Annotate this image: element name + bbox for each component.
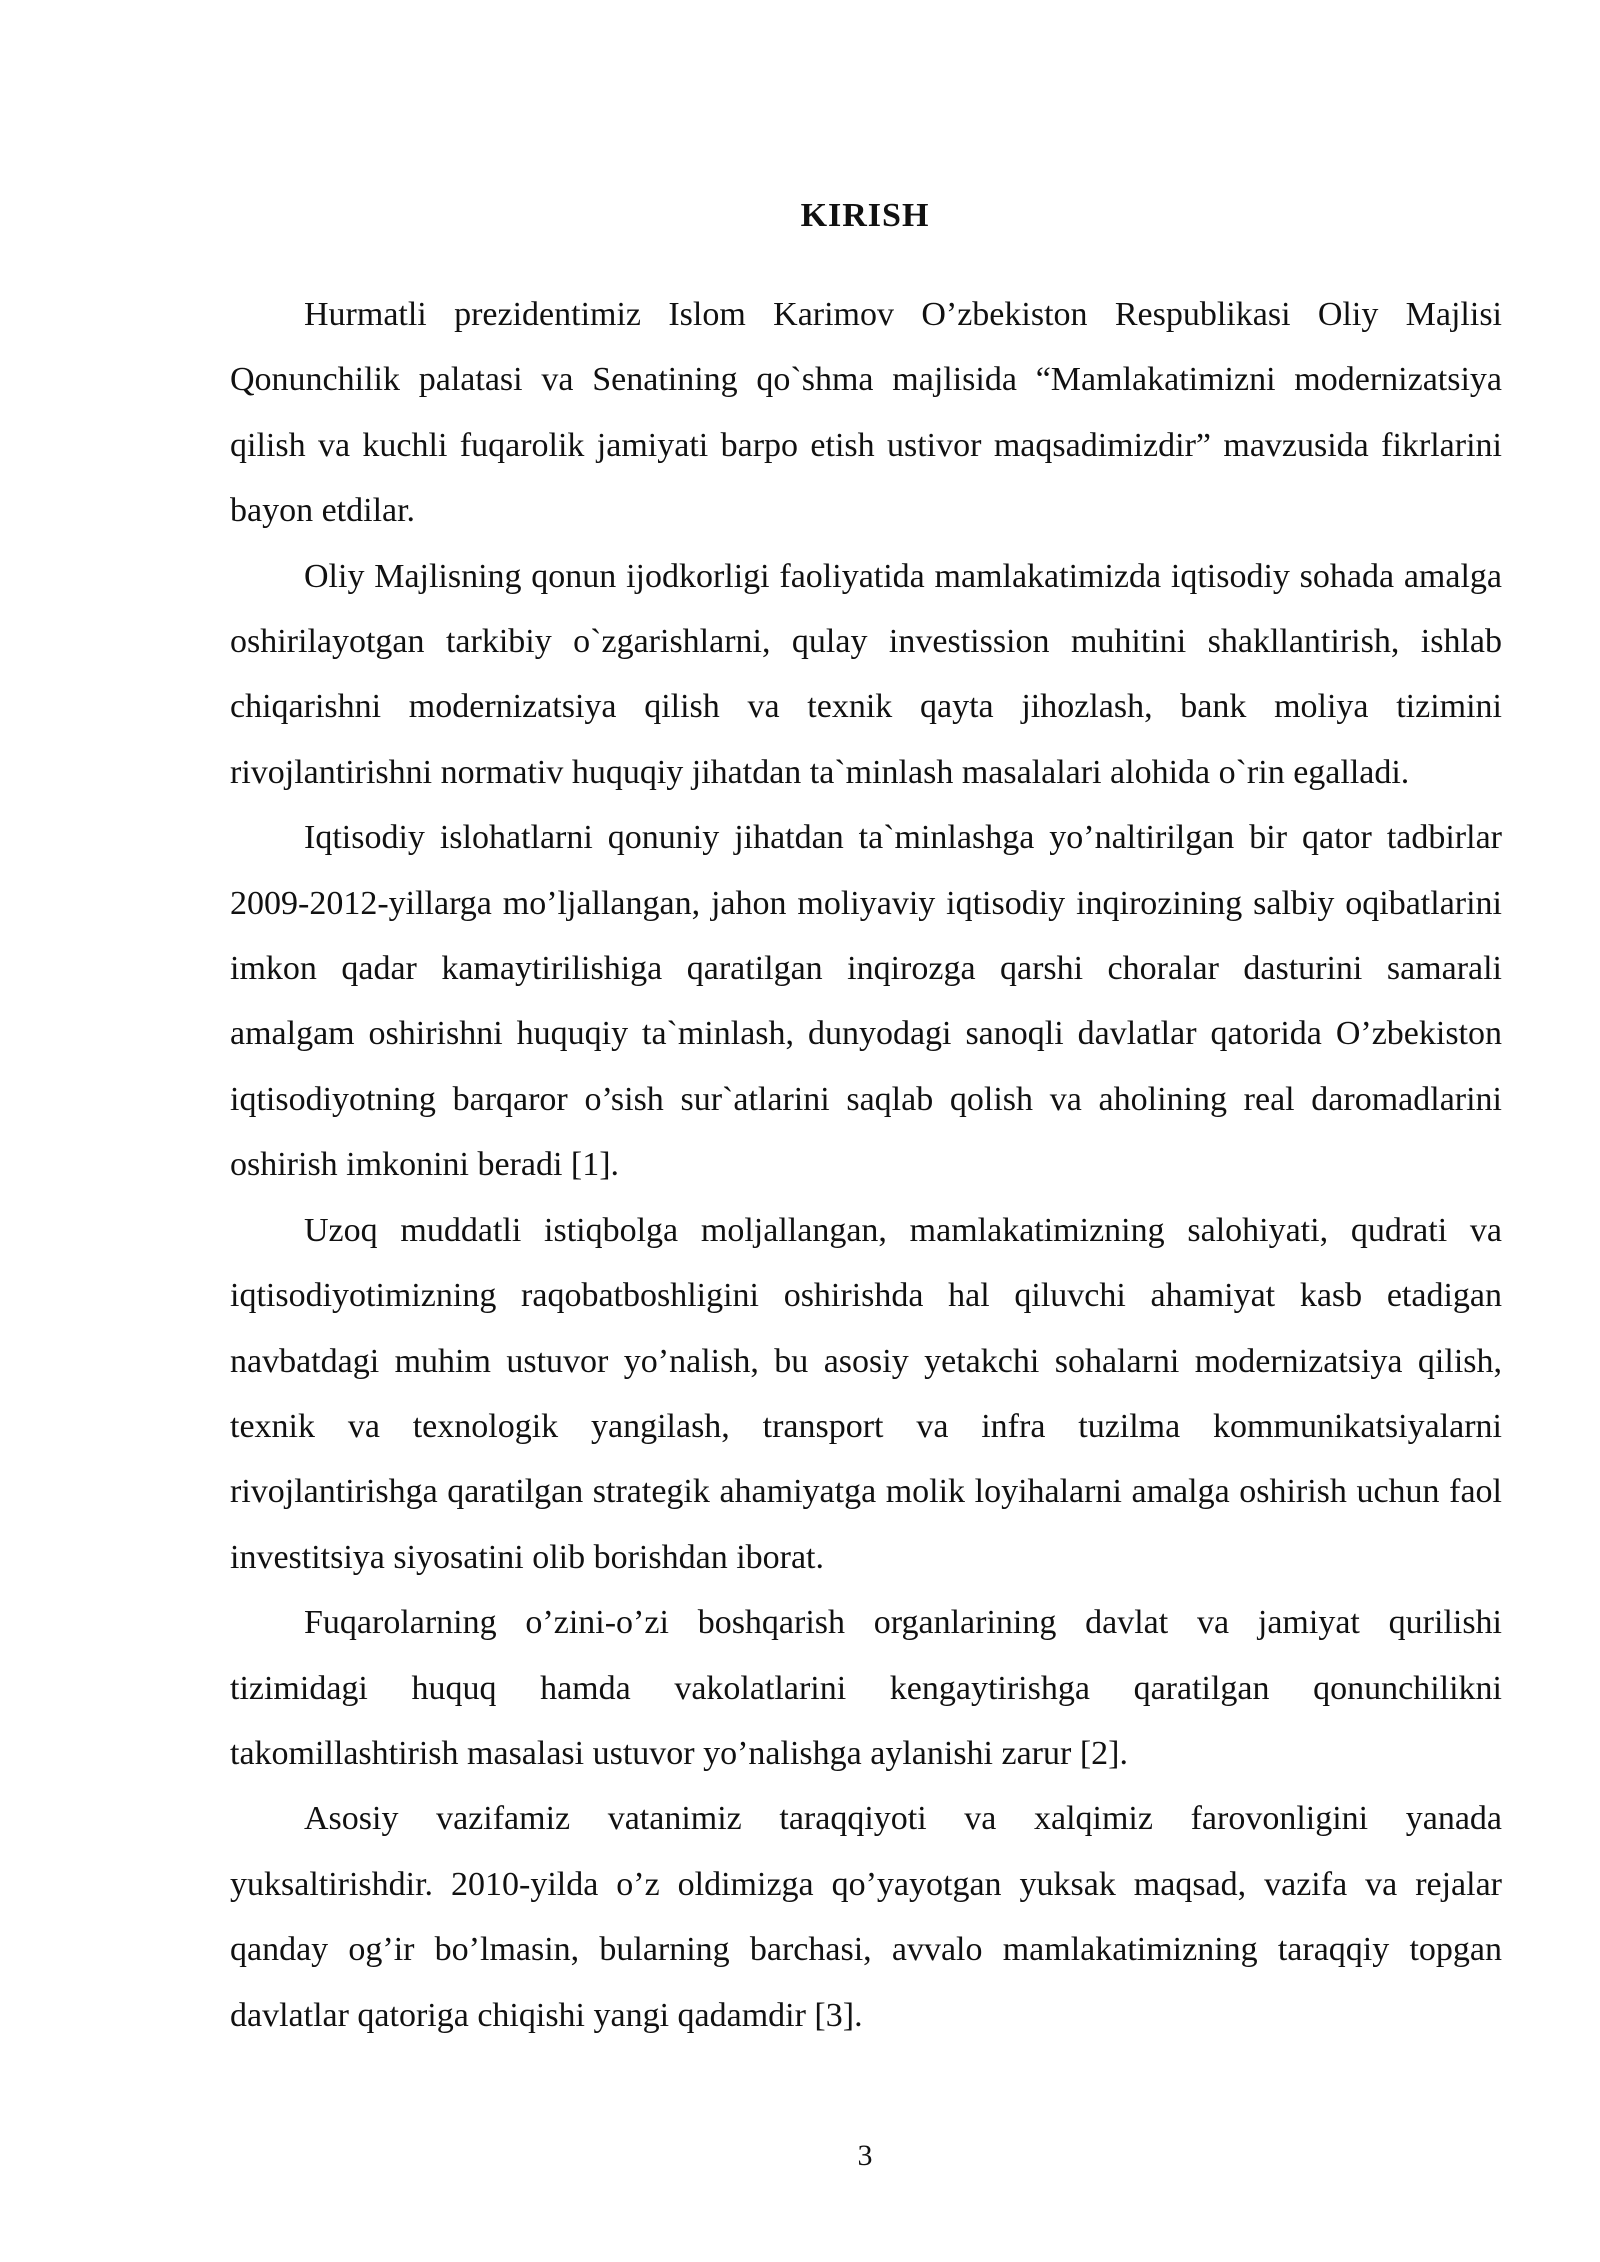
page-number: 3 bbox=[857, 2139, 873, 2172]
paragraph-2: Oliy Majlisning qonun ijodkorligi faoliyatida mamlakatimizda iqtisodiy sohada amalga oshirilayotgan tarkibiy o`zgarishlarni, qulay investission muhitini shakllantirish, ishlab chiqarishni modernizatsiya qilish va texnik qayta jihozlash, bank moliya tizimini rivojlantirishni normativ huquqiy jihatdan ta`minlash masalalari alohida o`rin egalladi. bbox=[230, 557, 1502, 791]
paragraph-3: Iqtisodiy islohatlarni qonuniy jihatdan ta`minlashga yo’naltirilgan bir qator tadbirlar 2009-2012-yillarga mo’ljallangan, jahon moliyaviy iqtisodiy inqirozining salbiy oqibatlarini imkon qadar kamaytirilishiga qaratilgan inqirozga qarshi choralar dasturini samarali amalgam oshirishni huquqiy ta`minlash, dunyodagi sanoqli davlatlar qatorida O’zbekiston iqtisodiyotning barqaror o’sish sur`atlarini saqlab qolish va aholining real daromadlarini oshirish imkonini beradi [1]. bbox=[230, 819, 1502, 1184]
paragraph-4: Uzoq muddatli istiqbolga moljallangan, mamlakatimizning salohiyati, qudrati va iqtisodiyotimizning raqobatboshligini oshirishda hal qiluvchi ahamiyat kasb etadigan navbatdagi muhim ustuvor yo’nalish, bu asosiy yetakchi sohalarni modernizatsiya qilish, texnik va texnologik yangilash, transport va infra tuzilma kommunikatsiyalarni rivojlantirishga qaratilgan strategik ahamiyatga molik loyihalarni amalga oshirish uchun faol investitsiya siyosatini olib borishdan iborat. bbox=[230, 1211, 1502, 1576]
paragraph-1: Hurmatli prezidentimiz Islom Karimov O’zbekiston Respublikasi Oliy Majlisi Qonunchilik palatasi va Senatining qo`shma majlisida “Mamlakatimizni modernizatsiya qilish va kuchli fuqarolik jamiyati barpo etish ustivor maqsadimizdir” mavzusida fikrlarini bayon etdilar. bbox=[230, 296, 1502, 530]
section-title: KIRISH bbox=[800, 197, 930, 234]
paragraph-5: Fuqarolarning o’zini-o’zi boshqarish organlarining davlat va jamiyat qurilishi tizimidagi huquq hamda vakolatlarini kengaytirishga qaratilgan qonunchilikni takomillashtirish masalasi ustuvor yo’nalishga aylanishi zarur [2]. bbox=[230, 1604, 1502, 1772]
body-text bbox=[230, 282, 1502, 2048]
paragraph-6: Asosiy vazifamiz vatanimiz taraqqiyoti va xalqimiz farovonligini yanada yuksaltirishdir. 2010-yilda o’z oldimizga qo’yayotgan yuksak maqsad, vazifa va rejalar qanday og’ir bo’lmasin, bularning barchasi, avvalo mamlakatimizning taraqqiy topgan davlatlar qatoriga chiqishi yangi qadamdir [3]. bbox=[230, 1800, 1502, 2034]
